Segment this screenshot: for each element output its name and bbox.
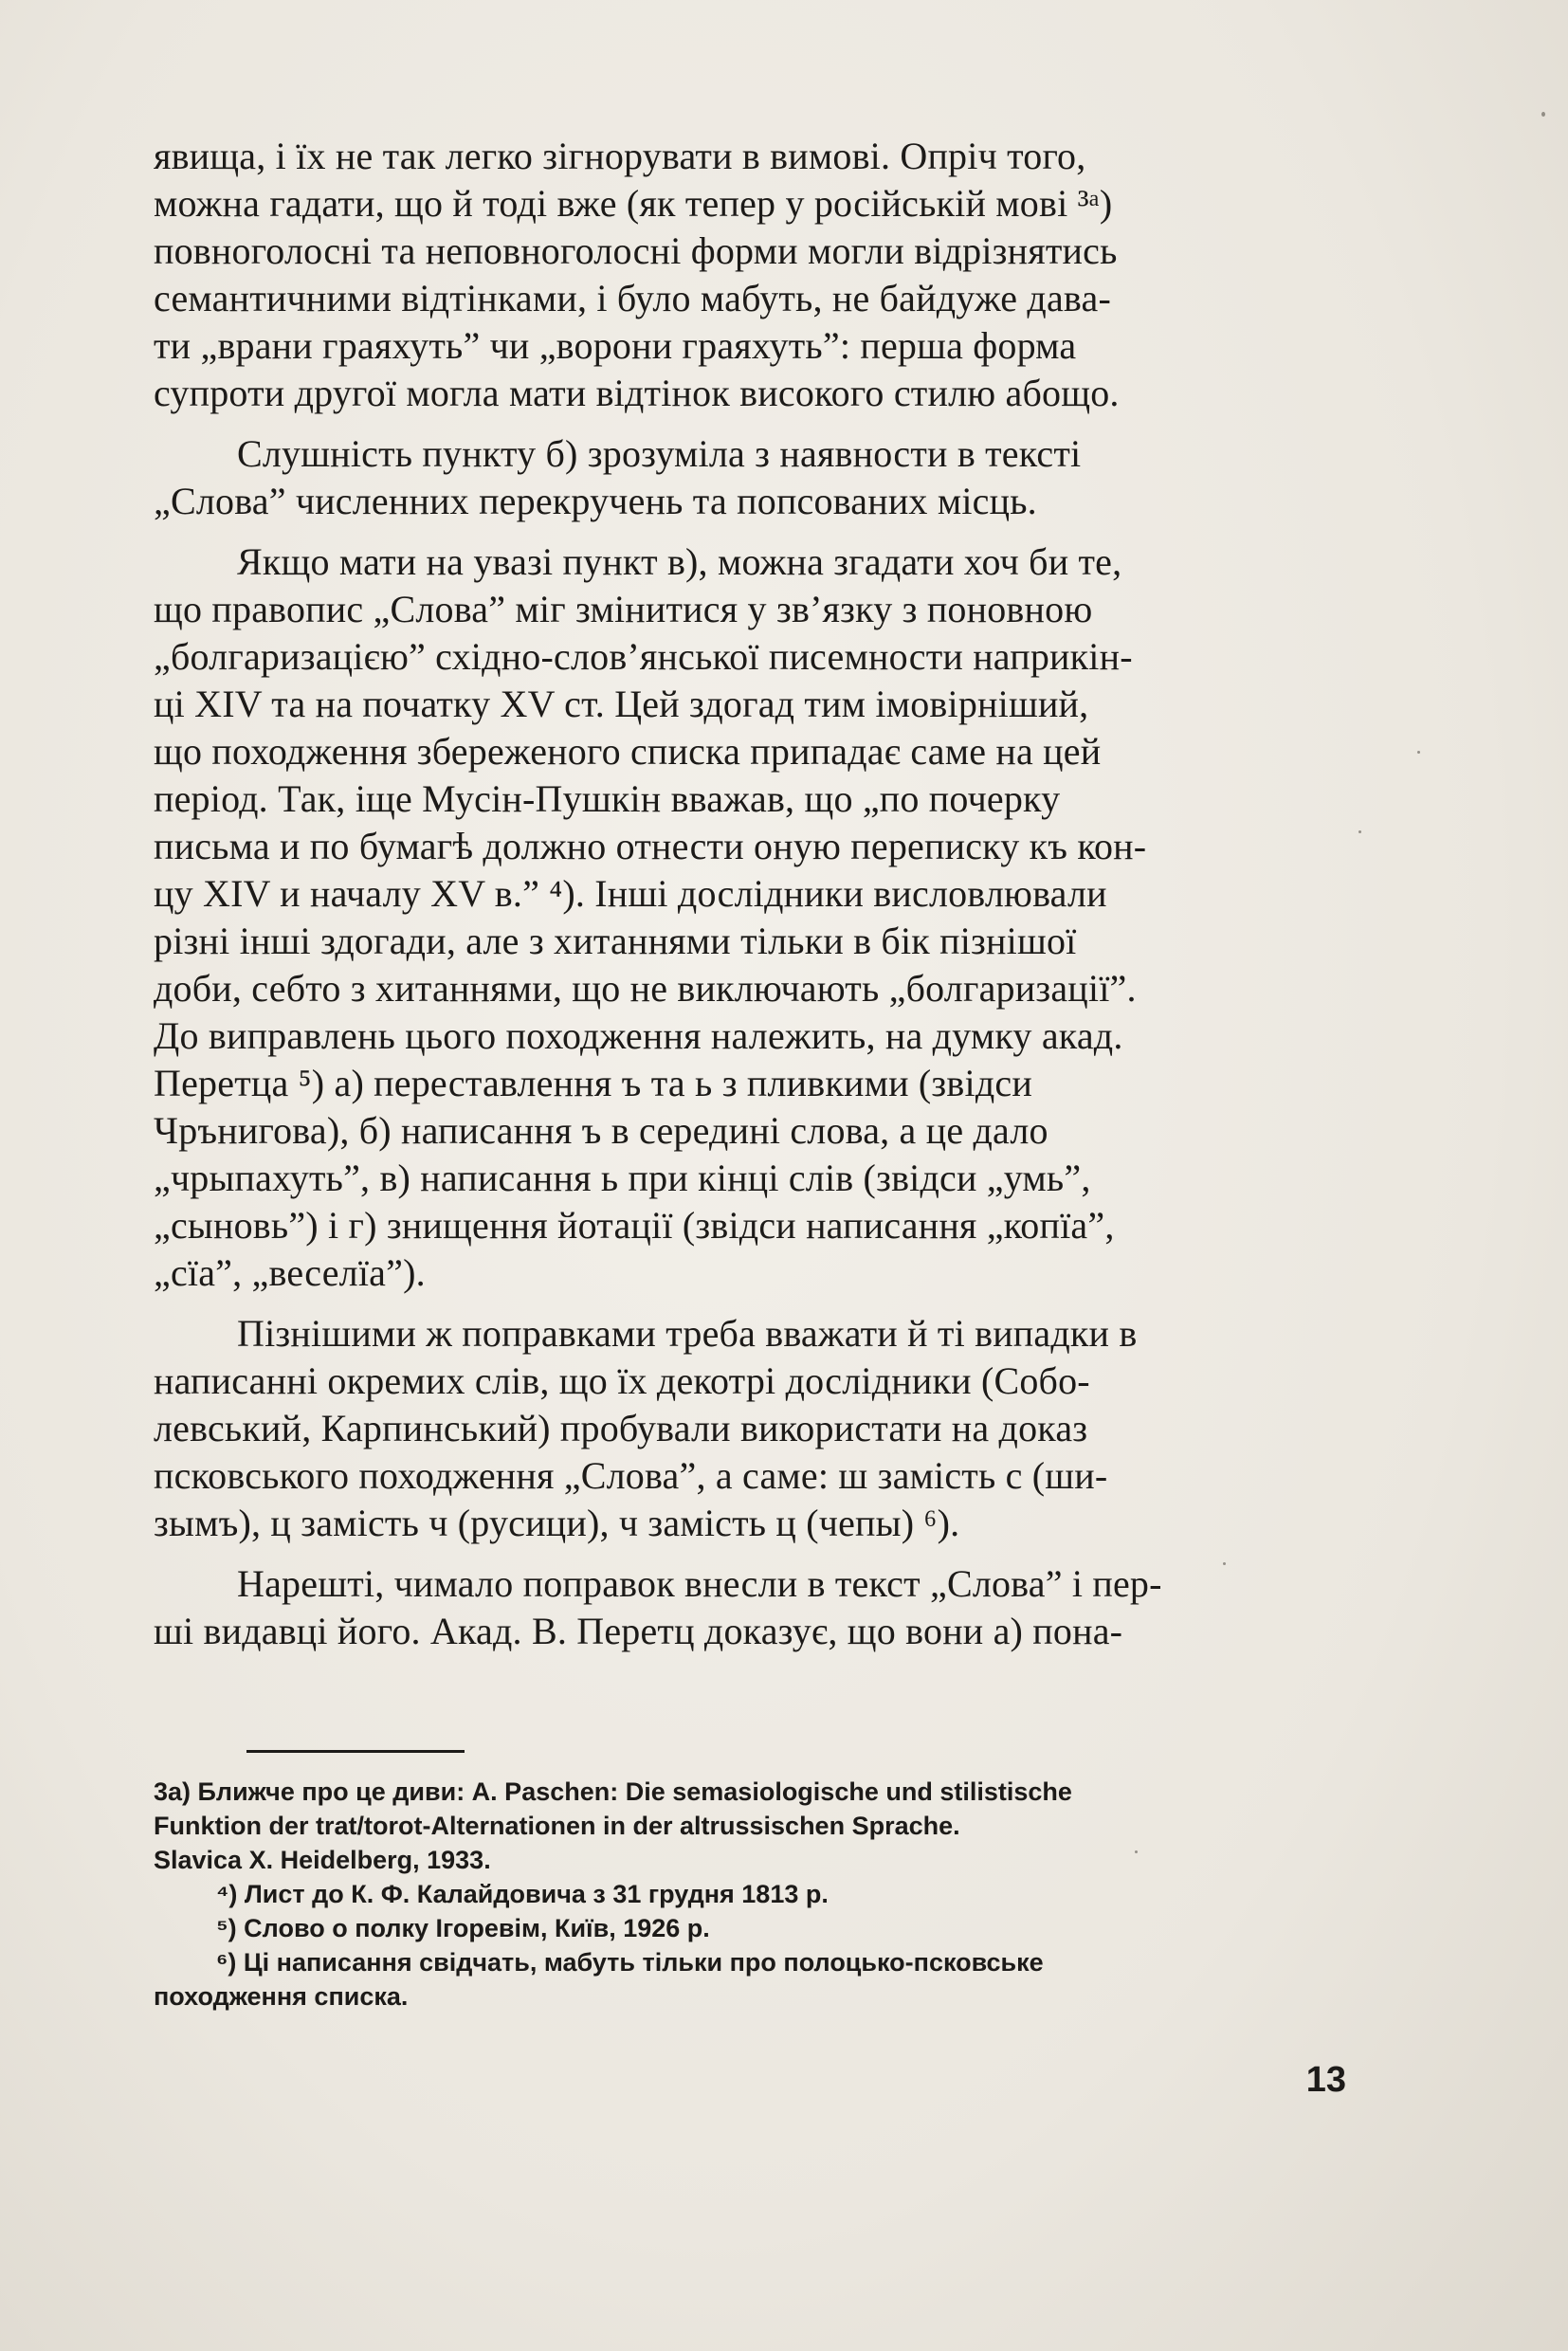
paper-speck (1358, 830, 1361, 833)
footnote-3a: 3а) Ближче про це диви: A. Paschen: Die semasiologische und stilistische Funktion der trat/torot-Alternationen in der altrussischen Sprache. Slavica X. Heidelberg, 1933. (154, 1777, 1072, 1874)
paper-speck (1417, 751, 1420, 754)
footnotes (154, 1775, 1340, 2014)
paragraph-2: Слушність пункту б) зрозуміла з наявности в тексті „Слова” численних перекручень та попсованих місць. (154, 432, 1082, 522)
body-text (154, 133, 1340, 1668)
paper-speck (1135, 1850, 1138, 1853)
paragraph-1: явища, і їх не так легко зігнорувати в вимові. Опріч того, можна гадати, що й тоді вже (як тепер у російській мові ³ᵃ) повноголосні та неповноголосні форми могли відрізнятись семантичними відтінками, і було мабуть, не байдуже дава- ти „врани граяхуть” чи „ворони граяхуть”: перша форма супроти другої могла мати відтінок високого стилю абощо. (154, 135, 1120, 414)
paragraph-5: Нарешті, чимало поправок внесли в текст „Слова” і пер- ші видавці його. Акад. В. Перетц доказує, що вони а) пона- (154, 1562, 1162, 1652)
footnote-5: ⁵) Слово о полку Ігоревім, Київ, 1926 р. (216, 1914, 710, 1942)
page-number: 13 (1305, 2060, 1346, 2100)
footnote-divider (246, 1750, 465, 1753)
paragraph-3: Якщо мати на увазі пункт в), можна згадати хоч би те, що правопис „Слова” міг змінитися у зв’язку з поновною „болгаризацією” східно-слов’янської писемности наприкін- ці XIV та на початку XV ст. Цей здогад тим імовірніший, що походження збереженого списка припадає саме на цей період. Так, іще Мусін-Пушкін вважав, що „по почерку письма и по бумагѣ должно отнести оную переписку къ кон- цу XIV и началу XV в.” ⁴). Інші дослідники висловлювали різні інші здогади, але з хитаннями тільки в бік пізнішої доби, себто з хитаннями, що не виключають „болгаризації”. До виправлень цього походження належить, на думку акад. Перетца ⁵) а) переставлення ъ та ь з пливкими (звідси Чрънигова), б) написання ъ в середині слова, а це дало „чрыпахуть”, в) написання ь при кінці слів (звідси „умь”, „сыновь”) і г) знищення йотації (звідси написання „копїа”, „сїа”, „веселїа”). (154, 540, 1147, 1294)
paper-speck (1541, 112, 1545, 117)
paper-speck (1223, 1562, 1226, 1565)
footnote-6: ⁶) Ці написання свідчать, мабуть тільки про полоцько-псковське походження списка. (154, 1948, 1044, 2011)
footnote-4: ⁴) Лист до К. Ф. Калайдовича з 31 грудня 1813 р. (216, 1880, 829, 1908)
paragraph-4: Пізнішими ж поправками треба вважати й ті випадки в написанні окремих слів, що їх декотрі дослідники (Собо- левський, Карпинський) пробували використати на доказ псковського походження „Слова”, а саме: ш замість с (ши- зымъ), ц замість ч (русици), ч замість ц (чепы) ⁶). (154, 1312, 1138, 1544)
